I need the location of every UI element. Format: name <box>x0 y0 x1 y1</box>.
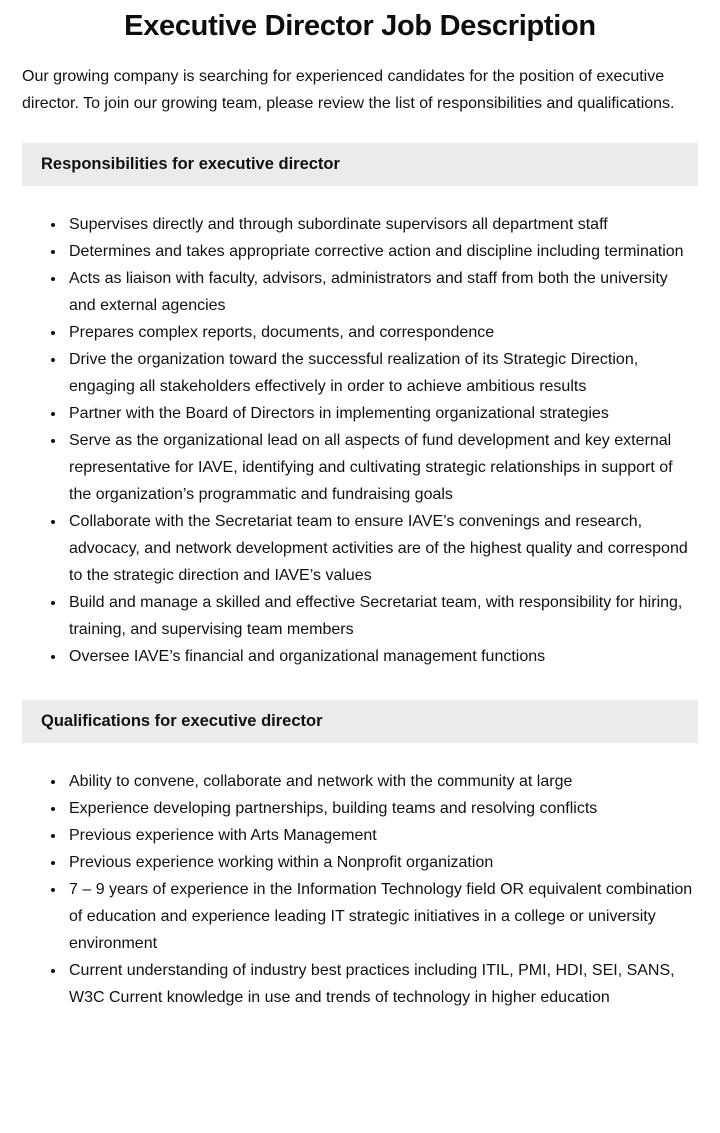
responsibilities-list <box>22 211 698 670</box>
list-item: • Collaborate with the Secretariat team to ensure IAVE’s convenings and research, advocacy, and network development activities are of the highest quality and correspond to the strategic direction and IAVE’s values <box>66 508 698 589</box>
qualifications-section <box>22 700 698 1011</box>
list-item: • Drive the organization toward the successful realization of its Strategic Direction, engaging all stakeholders effectively in order to achieve ambitious results <box>66 346 698 400</box>
list-item: • Experience developing partnerships, building teams and resolving conflicts <box>66 795 698 822</box>
list-item: • Acts as liaison with faculty, advisors, administrators and staff from both the university and external agencies <box>66 265 698 319</box>
intro-paragraph: Our growing company is searching for experienced candidates for the position of executive director. To join our growing team, please review the list of responsibilities and qualifications. <box>22 68 675 112</box>
page-title: Executive Director Job Description <box>124 10 596 42</box>
list-item: • Oversee IAVE’s financial and organizational management functions <box>66 643 698 670</box>
qualifications-list <box>22 768 698 1011</box>
list-item: • Supervises directly and through subordinate supervisors all department staff <box>66 211 698 238</box>
list-item: • Previous experience working within a Nonprofit organization <box>66 849 698 876</box>
list-item: • Prepares complex reports, documents, and correspondence <box>66 319 698 346</box>
list-item: • 7 – 9 years of experience in the Information Technology field OR equivalent combination of education and experience leading IT strategic initiatives in a college or university environment <box>66 876 698 957</box>
list-item: • Serve as the organizational lead on all aspects of fund development and key external representative for IAVE, identifying and cultivating strategic relationships in support of the organization’s programmatic and fundraising goals <box>66 427 698 508</box>
list-item: • Build and manage a skilled and effective Secretariat team, with responsibility for hiring, training, and supervising team members <box>66 589 698 643</box>
responsibilities-section <box>22 143 698 670</box>
list-item: • Partner with the Board of Directors in implementing organizational strategies <box>66 400 698 427</box>
list-item: • Determines and takes appropriate corrective action and discipline including termination <box>66 238 698 265</box>
qualifications-heading: Qualifications for executive director <box>22 700 698 743</box>
list-item: • Current understanding of industry best practices including ITIL, PMI, HDI, SEI, SANS, W3C Current knowledge in use and trends of technology in higher education <box>66 957 698 1011</box>
list-item: • Ability to convene, collaborate and network with the community at large <box>66 768 698 795</box>
responsibilities-heading: Responsibilities for executive director <box>22 143 698 186</box>
list-item: • Previous experience with Arts Management <box>66 822 698 849</box>
